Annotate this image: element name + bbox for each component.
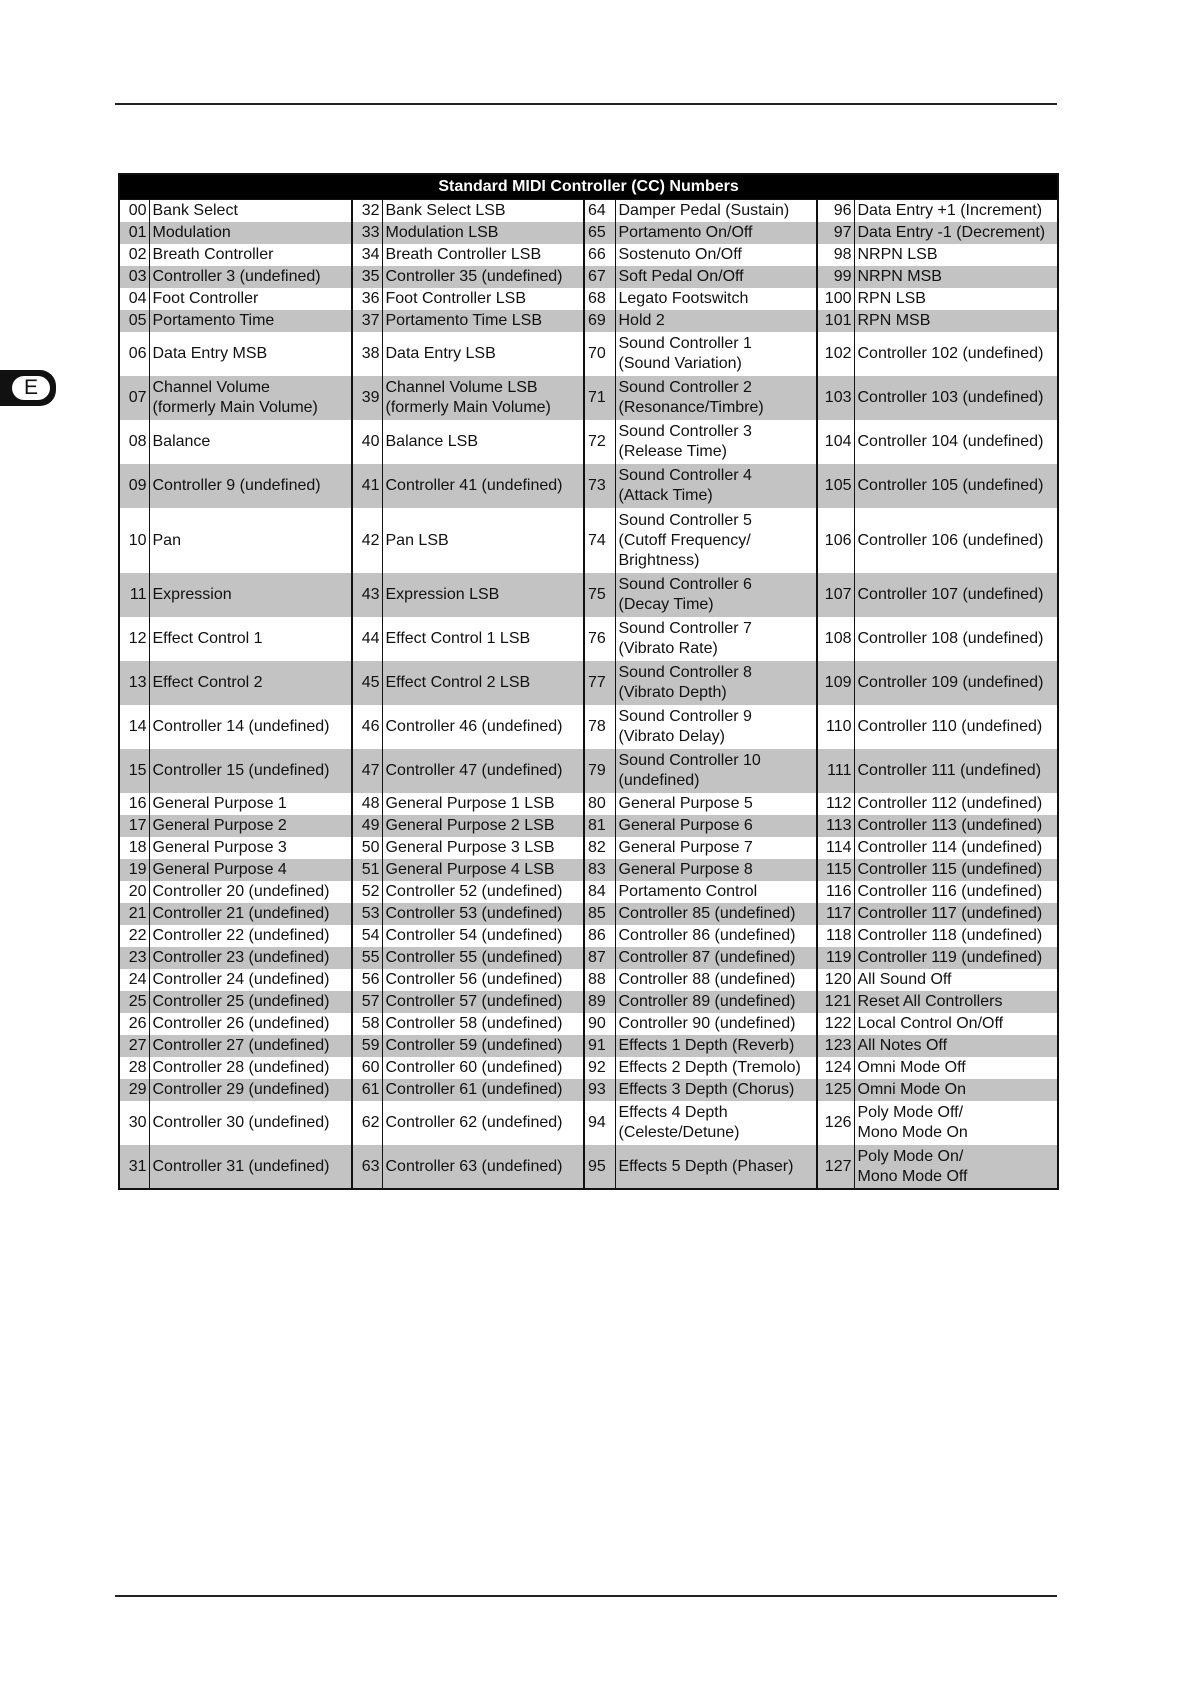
cc-description: Controller 86 (undefined) [615, 925, 817, 947]
cc-description: Expression [149, 573, 352, 617]
cc-number: 48 [352, 793, 382, 815]
table-row [119, 266, 1058, 288]
cc-description: Controller 116 (undefined) [857, 883, 1043, 900]
cc-description: Controller 60 (undefined) [382, 1057, 584, 1079]
cc-number: 30 [119, 1101, 149, 1145]
cc-description: Balance [149, 420, 352, 464]
cc-number: 101 [817, 310, 854, 332]
cc-number: 69 [584, 310, 615, 332]
cc-number: 124 [817, 1057, 854, 1079]
cc-description: Omni Mode Off [857, 1059, 966, 1076]
table-row [119, 661, 1058, 705]
cc-description: General Purpose 1 LSB [382, 793, 584, 815]
cc-number: 122 [817, 1013, 854, 1035]
cc-number: 23 [119, 947, 149, 969]
cc-description: Controller 106 (undefined) [857, 531, 1044, 549]
cc-description: Pan LSB [382, 508, 584, 573]
cc-description: Sound Controller 10 (undefined) [615, 749, 817, 793]
cc-number: 19 [119, 859, 149, 881]
cc-description: Data Entry MSB [149, 332, 352, 376]
cc-number: 64 [584, 200, 615, 223]
cc-number: 54 [352, 925, 382, 947]
cc-description: Controller 63 (undefined) [382, 1145, 584, 1189]
cc-description: Controller 28 (undefined) [149, 1057, 352, 1079]
cc-description: Controller 89 (undefined) [615, 991, 817, 1013]
cc-number: 28 [119, 1057, 149, 1079]
cc-number: 113 [817, 815, 854, 837]
cc-number: 21 [119, 903, 149, 925]
cc-number: 97 [817, 222, 854, 244]
cc-number: 108 [817, 617, 854, 661]
cc-description: Sound Controller 9 (Vibrato Delay) [615, 705, 817, 749]
cc-number: 89 [584, 991, 615, 1013]
cc-description: Controller 105 (undefined) [854, 464, 1058, 508]
cc-number: 35 [352, 266, 382, 288]
cc-description: Controller 55 (undefined) [382, 947, 584, 969]
cc-number: 107 [817, 573, 854, 617]
cc-number: 82 [584, 837, 615, 859]
cc-description: Controller 114 (undefined) [857, 839, 1043, 856]
cc-description: Breath Controller [149, 244, 352, 266]
cc-description: Controller 112 (undefined) [857, 795, 1043, 812]
cc-number: 98 [817, 244, 854, 266]
cc-description: Controller 110 (undefined) [857, 718, 1043, 735]
cc-number: 44 [352, 617, 382, 661]
table-row [119, 903, 1058, 925]
cc-description: Sound Controller 6 (Decay Time) [615, 573, 817, 617]
cc-description: Controller 104 (undefined) [857, 433, 1044, 450]
table-row [119, 793, 1058, 815]
cc-description: Effects 4 Depth (Celeste/Detune) [615, 1101, 817, 1145]
cc-number: 56 [352, 969, 382, 991]
cc-number: 61 [352, 1079, 382, 1101]
cc-number: 60 [352, 1057, 382, 1079]
cc-number: 88 [584, 969, 615, 991]
cc-number: 01 [119, 222, 149, 244]
cc-description: Breath Controller LSB [382, 244, 584, 266]
table-row [119, 420, 1058, 464]
cc-description: Controller 61 (undefined) [382, 1079, 584, 1101]
cc-description: Sound Controller 1 (Sound Variation) [615, 332, 817, 376]
cc-description: Controller 35 (undefined) [382, 266, 584, 288]
cc-number: 126 [817, 1101, 854, 1145]
cc-description: Sound Controller 3 (Release Time) [615, 420, 817, 464]
cc-number: 111 [817, 749, 854, 793]
cc-description: Controller 22 (undefined) [149, 925, 352, 947]
cc-number: 31 [119, 1145, 149, 1189]
cc-number: 104 [817, 420, 854, 464]
cc-number: 96 [817, 200, 854, 223]
cc-number: 87 [584, 947, 615, 969]
cc-number: 94 [584, 1101, 615, 1145]
cc-number: 121 [817, 991, 854, 1013]
cc-number: 116 [817, 881, 854, 903]
cc-number: 59 [352, 1035, 382, 1057]
table-row [119, 222, 1058, 244]
cc-number: 41 [352, 464, 382, 508]
cc-description: General Purpose 5 [615, 793, 817, 815]
cc-number: 123 [817, 1035, 854, 1057]
cc-description: Data Entry +1 (Increment) [857, 202, 1043, 219]
cc-description: General Purpose 1 [149, 793, 352, 815]
cc-description: Effect Control 2 LSB [382, 661, 584, 705]
table-row [119, 1079, 1058, 1101]
cc-number: 45 [352, 661, 382, 705]
cc-number: 127 [817, 1145, 854, 1189]
table-row [119, 881, 1058, 903]
cc-description: Controller 108 (undefined) [857, 630, 1044, 647]
cc-number: 105 [817, 464, 854, 508]
cc-description: NRPN MSB [854, 266, 1058, 288]
cc-description: Channel Volume (formerly Main Volume) [149, 376, 352, 420]
cc-number: 119 [817, 947, 854, 969]
cc-number: 114 [817, 837, 854, 859]
cc-number: 68 [584, 288, 615, 310]
cc-description: Effect Control 2 [149, 661, 352, 705]
table-row [119, 925, 1058, 947]
cc-number: 03 [119, 266, 149, 288]
cc-description: Controller 9 (undefined) [149, 464, 352, 508]
cc-number: 25 [119, 991, 149, 1013]
cc-description: Channel Volume LSB (formerly Main Volume) [382, 376, 584, 420]
cc-description: Modulation LSB [382, 222, 584, 244]
cc-number: 29 [119, 1079, 149, 1101]
cc-number: 125 [817, 1079, 854, 1101]
table-row [119, 991, 1058, 1013]
cc-description: General Purpose 4 LSB [382, 859, 584, 881]
cc-number: 12 [119, 617, 149, 661]
cc-description: Controller 27 (undefined) [149, 1035, 352, 1057]
cc-description: General Purpose 4 [149, 859, 352, 881]
table-row [119, 376, 1058, 420]
cc-number: 81 [584, 815, 615, 837]
cc-number: 103 [817, 376, 854, 420]
cc-number: 79 [584, 749, 615, 793]
cc-description: Controller 3 (undefined) [149, 266, 352, 288]
cc-number: 49 [352, 815, 382, 837]
cc-number: 95 [584, 1145, 615, 1189]
cc-description: Data Entry LSB [382, 332, 584, 376]
cc-description: Controller 87 (undefined) [615, 947, 817, 969]
cc-description: Effect Control 1 [149, 617, 352, 661]
cc-description: Bank Select [149, 200, 352, 223]
cc-description: All Sound Off [857, 971, 952, 988]
cc-description: Controller 113 (undefined) [854, 815, 1058, 837]
cc-description: Controller 56 (undefined) [382, 969, 584, 991]
midi-cc-table [118, 173, 1059, 1190]
cc-number: 17 [119, 815, 149, 837]
cc-number: 27 [119, 1035, 149, 1057]
cc-number: 34 [352, 244, 382, 266]
footer-rule [115, 1595, 1057, 1597]
cc-number: 102 [817, 332, 854, 376]
table-title-row [119, 174, 1058, 200]
cc-description: Foot Controller [149, 288, 352, 310]
cc-description: Local Control On/Off [857, 1015, 1004, 1032]
cc-description: Controller 47 (undefined) [382, 749, 584, 793]
cc-description: Controller 53 (undefined) [382, 903, 584, 925]
cc-number: 91 [584, 1035, 615, 1057]
cc-description: Controller 15 (undefined) [149, 749, 352, 793]
cc-description: Controller 20 (undefined) [149, 881, 352, 903]
cc-description: RPN MSB [854, 310, 1058, 332]
cc-number: 07 [119, 376, 149, 420]
cc-description: General Purpose 2 [149, 815, 352, 837]
cc-number: 110 [817, 705, 854, 749]
table-row [119, 617, 1058, 661]
cc-description: General Purpose 6 [615, 815, 817, 837]
cc-description: RPN LSB [857, 290, 926, 307]
table-row [119, 1101, 1058, 1145]
cc-description: Controller 46 (undefined) [382, 705, 584, 749]
cc-number: 42 [352, 508, 382, 573]
cc-description: General Purpose 7 [615, 837, 817, 859]
table-row [119, 573, 1058, 617]
cc-number: 24 [119, 969, 149, 991]
cc-number: 57 [352, 991, 382, 1013]
table-row [119, 310, 1058, 332]
cc-number: 65 [584, 222, 615, 244]
cc-number: 33 [352, 222, 382, 244]
cc-number: 39 [352, 376, 382, 420]
cc-description: Controller 88 (undefined) [615, 969, 817, 991]
table-row [119, 244, 1058, 266]
cc-number: 53 [352, 903, 382, 925]
table-row [119, 947, 1058, 969]
cc-description: Controller 52 (undefined) [382, 881, 584, 903]
cc-description: Poly Mode Off/ Mono Mode On [857, 1104, 968, 1141]
table-row [119, 332, 1058, 376]
cc-number: 85 [584, 903, 615, 925]
cc-description: Controller 62 (undefined) [382, 1101, 584, 1145]
cc-description: General Purpose 3 [149, 837, 352, 859]
cc-description: Damper Pedal (Sustain) [615, 200, 817, 223]
cc-description: Pan [149, 508, 352, 573]
cc-description: Soft Pedal On/Off [615, 266, 817, 288]
cc-number: 80 [584, 793, 615, 815]
cc-number: 22 [119, 925, 149, 947]
cc-description: Controller 58 (undefined) [382, 1013, 584, 1035]
table-row [119, 1057, 1058, 1079]
table-row [119, 859, 1058, 881]
cc-number: 26 [119, 1013, 149, 1035]
cc-number: 09 [119, 464, 149, 508]
cc-number: 10 [119, 508, 149, 573]
cc-number: 06 [119, 332, 149, 376]
cc-number: 50 [352, 837, 382, 859]
cc-number: 115 [817, 859, 854, 881]
cc-number: 93 [584, 1079, 615, 1101]
cc-description: Portamento Time [149, 310, 352, 332]
cc-number: 36 [352, 288, 382, 310]
cc-description: Balance LSB [382, 420, 584, 464]
table-row [119, 1013, 1058, 1035]
cc-number: 106 [817, 508, 854, 573]
cc-number: 118 [817, 925, 854, 947]
cc-number: 74 [584, 508, 615, 573]
cc-number: 99 [817, 266, 854, 288]
cc-number: 63 [352, 1145, 382, 1189]
cc-description: Effect Control 1 LSB [382, 617, 584, 661]
cc-description: Sound Controller 7 (Vibrato Rate) [615, 617, 817, 661]
cc-number: 46 [352, 705, 382, 749]
cc-number: 00 [119, 200, 149, 223]
cc-description: Omni Mode On [854, 1079, 1058, 1101]
cc-number: 16 [119, 793, 149, 815]
table-body [119, 200, 1058, 1190]
cc-description: Controller 107 (undefined) [854, 573, 1058, 617]
cc-description: Reset All Controllers [854, 991, 1058, 1013]
cc-number: 90 [584, 1013, 615, 1035]
cc-description: Controller 111 (undefined) [854, 749, 1058, 793]
cc-number: 38 [352, 332, 382, 376]
cc-description: Controller 103 (undefined) [854, 376, 1058, 420]
table-row [119, 1145, 1058, 1189]
cc-description: Legato Footswitch [615, 288, 817, 310]
cc-description: Controller 24 (undefined) [149, 969, 352, 991]
cc-description: Controller 54 (undefined) [382, 925, 584, 947]
table-row [119, 288, 1058, 310]
cc-description: Foot Controller LSB [382, 288, 584, 310]
table-row [119, 837, 1058, 859]
cc-description: Sostenuto On/Off [615, 244, 817, 266]
cc-number: 32 [352, 200, 382, 223]
cc-description: Controller 30 (undefined) [149, 1101, 352, 1145]
cc-number: 70 [584, 332, 615, 376]
cc-description: Sound Controller 4 (Attack Time) [615, 464, 817, 508]
cc-number: 100 [817, 288, 854, 310]
cc-description: Effects 1 Depth (Reverb) [615, 1035, 817, 1057]
cc-description: All Notes Off [854, 1035, 1058, 1057]
cc-description: Controller 29 (undefined) [149, 1079, 352, 1101]
header-rule [115, 103, 1057, 105]
cc-number: 18 [119, 837, 149, 859]
cc-description: Controller 117 (undefined) [854, 903, 1058, 925]
cc-description: Sound Controller 8 (Vibrato Depth) [615, 661, 817, 705]
cc-number: 62 [352, 1101, 382, 1145]
cc-description: Portamento Control [615, 881, 817, 903]
cc-description: Controller 41 (undefined) [382, 464, 584, 508]
cc-description: Hold 2 [615, 310, 817, 332]
cc-description: Controller 109 (undefined) [854, 661, 1058, 705]
cc-number: 51 [352, 859, 382, 881]
cc-description: Controller 85 (undefined) [615, 903, 817, 925]
cc-description: Controller 23 (undefined) [149, 947, 352, 969]
cc-number: 52 [352, 881, 382, 903]
cc-description: Controller 118 (undefined) [857, 927, 1043, 944]
language-tab [0, 370, 56, 406]
cc-number: 75 [584, 573, 615, 617]
cc-description: Expression LSB [382, 573, 584, 617]
cc-number: 66 [584, 244, 615, 266]
cc-number: 120 [817, 969, 854, 991]
table-row [119, 705, 1058, 749]
cc-description: Controller 115 (undefined) [854, 859, 1058, 881]
language-tab-label: E [12, 376, 50, 400]
cc-description: Controller 26 (undefined) [149, 1013, 352, 1035]
cc-description: Sound Controller 2 (Resonance/Timbre) [615, 376, 817, 420]
cc-description: NRPN LSB [857, 246, 938, 263]
cc-description: Controller 31 (undefined) [149, 1145, 352, 1189]
cc-number: 13 [119, 661, 149, 705]
cc-number: 92 [584, 1057, 615, 1079]
cc-description: Portamento Time LSB [382, 310, 584, 332]
cc-description: Controller 59 (undefined) [382, 1035, 584, 1057]
cc-number: 72 [584, 420, 615, 464]
cc-number: 04 [119, 288, 149, 310]
cc-description: Portamento On/Off [615, 222, 817, 244]
cc-description: Controller 90 (undefined) [615, 1013, 817, 1035]
cc-number: 86 [584, 925, 615, 947]
table-row [119, 815, 1058, 837]
cc-description: Modulation [149, 222, 352, 244]
cc-number: 84 [584, 881, 615, 903]
table-row [119, 969, 1058, 991]
cc-description: Controller 57 (undefined) [382, 991, 584, 1013]
cc-number: 08 [119, 420, 149, 464]
cc-description: Effects 5 Depth (Phaser) [615, 1145, 817, 1189]
cc-number: 58 [352, 1013, 382, 1035]
cc-number: 47 [352, 749, 382, 793]
cc-description: Controller 102 (undefined) [857, 345, 1044, 362]
cc-number: 14 [119, 705, 149, 749]
cc-number: 15 [119, 749, 149, 793]
cc-description: Sound Controller 5 (Cutoff Frequency/ Brightness) [615, 508, 817, 573]
cc-number: 117 [817, 903, 854, 925]
cc-number: 55 [352, 947, 382, 969]
cc-number: 37 [352, 310, 382, 332]
table-row [119, 749, 1058, 793]
cc-number: 11 [119, 573, 149, 617]
cc-number: 02 [119, 244, 149, 266]
cc-description: Controller 14 (undefined) [149, 705, 352, 749]
table-row [119, 464, 1058, 508]
cc-description: Controller 21 (undefined) [149, 903, 352, 925]
cc-description: Controller 119 (undefined) [854, 947, 1058, 969]
cc-number: 40 [352, 420, 382, 464]
cc-number: 43 [352, 573, 382, 617]
cc-number: 78 [584, 705, 615, 749]
cc-number: 05 [119, 310, 149, 332]
cc-description: Bank Select LSB [382, 200, 584, 223]
cc-description: Data Entry -1 (Decrement) [854, 222, 1058, 244]
cc-number: 83 [584, 859, 615, 881]
cc-description: Controller 25 (undefined) [149, 991, 352, 1013]
cc-description: General Purpose 2 LSB [382, 815, 584, 837]
cc-number: 71 [584, 376, 615, 420]
cc-description: Poly Mode On/ Mono Mode Off [854, 1145, 1058, 1189]
cc-description: Effects 2 Depth (Tremolo) [615, 1057, 817, 1079]
table-title: Standard MIDI Controller (CC) Numbers [119, 174, 1058, 200]
cc-number: 73 [584, 464, 615, 508]
cc-description: General Purpose 8 [615, 859, 817, 881]
cc-number: 20 [119, 881, 149, 903]
cc-number: 112 [817, 793, 854, 815]
table-row [119, 1035, 1058, 1057]
cc-description: General Purpose 3 LSB [382, 837, 584, 859]
cc-number: 67 [584, 266, 615, 288]
cc-number: 77 [584, 661, 615, 705]
table-row [119, 200, 1058, 223]
cc-description: Effects 3 Depth (Chorus) [615, 1079, 817, 1101]
cc-number: 76 [584, 617, 615, 661]
cc-number: 109 [817, 661, 854, 705]
table-row [119, 508, 1058, 573]
